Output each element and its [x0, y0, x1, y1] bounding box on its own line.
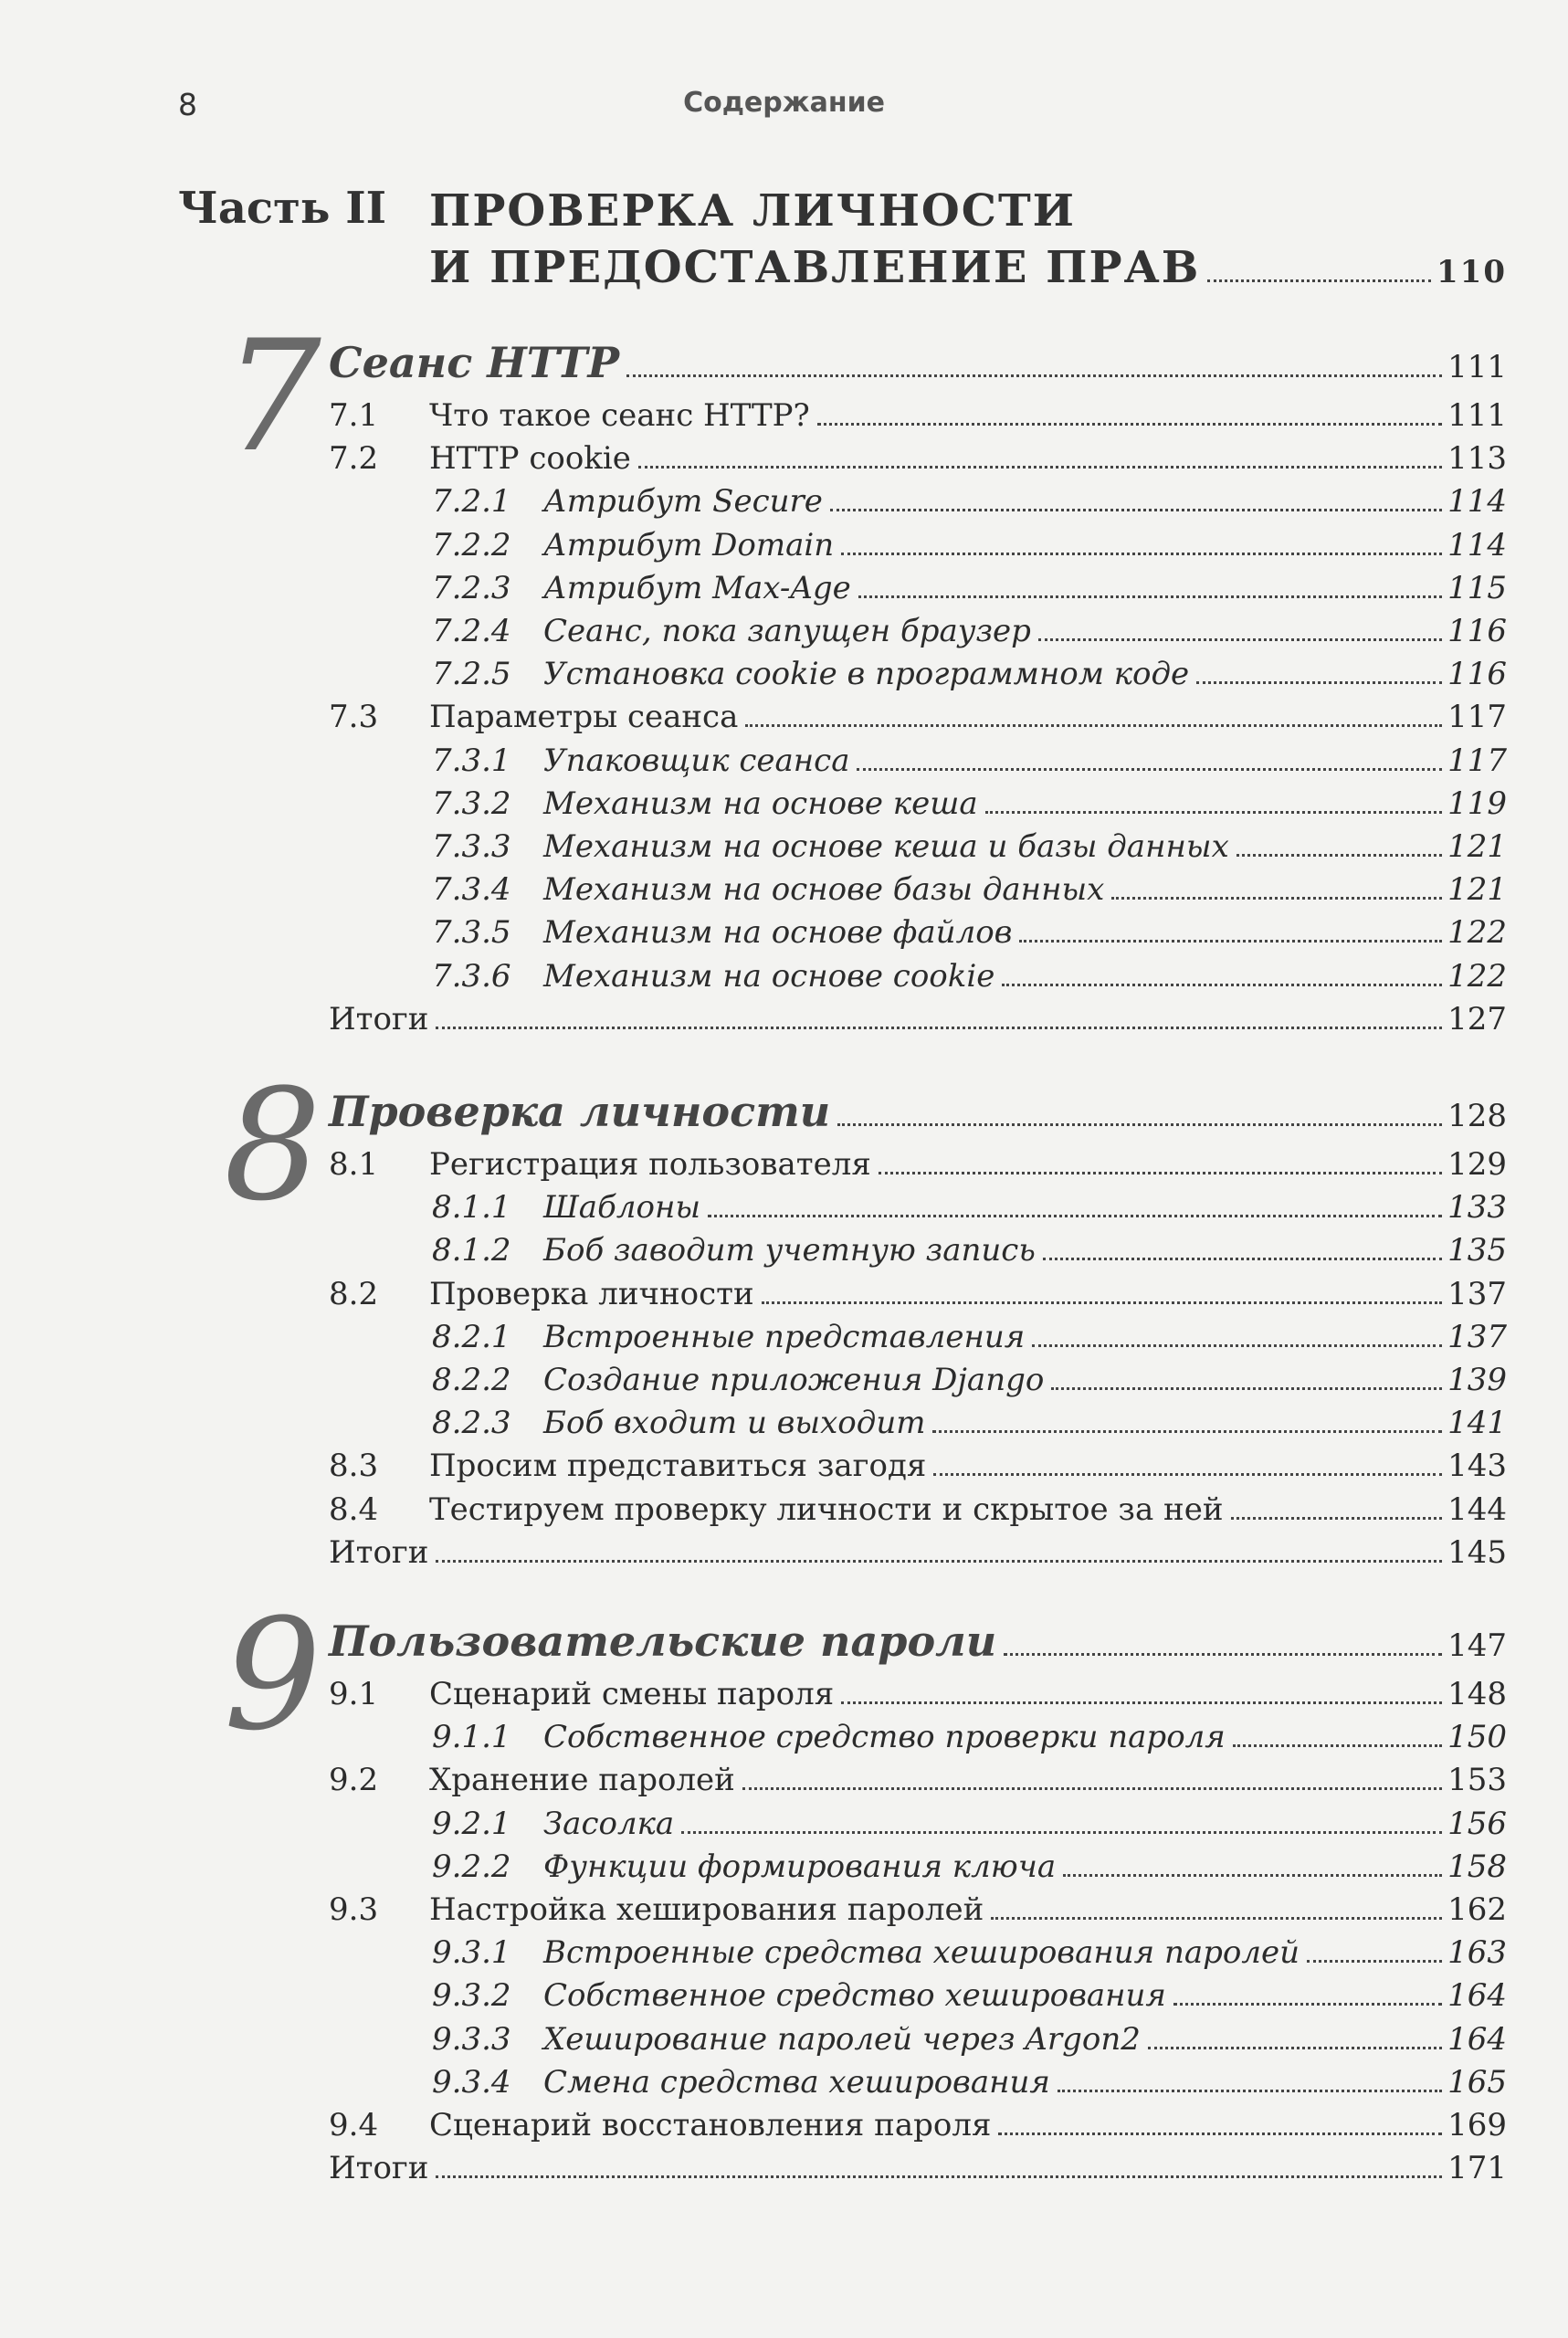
- entry-page: 127: [1447, 1000, 1507, 1037]
- entry-title: Создание приложения Django: [543, 1362, 1045, 1398]
- toc-subsection-entry[interactable]: [432, 653, 1507, 695]
- entry-number: 7.3: [329, 699, 379, 736]
- toc-subsection-entry[interactable]: [432, 1316, 1507, 1358]
- toc-subsection-entry[interactable]: [432, 1975, 1507, 2017]
- entry-title: Атрибут Domain: [543, 526, 835, 563]
- entry-number: 9.1: [329, 1676, 379, 1712]
- entry-page: 156: [1447, 1805, 1507, 1842]
- entry-page: 121: [1447, 871, 1507, 909]
- entry-page: 164: [1447, 2020, 1507, 2058]
- entry-number: 8.1.2: [432, 1232, 511, 1269]
- toc-subsection-entry[interactable]: [432, 826, 1507, 868]
- entry-page: 141: [1447, 1405, 1507, 1442]
- dot-leader: [1019, 940, 1442, 943]
- toc-subsection-entry[interactable]: [432, 1229, 1507, 1271]
- dot-leader: [1233, 1744, 1442, 1747]
- entry-title: Сценарий смены пароля: [429, 1676, 835, 1712]
- entry-title: Итоги: [329, 1533, 429, 1571]
- dot-leader: [817, 423, 1442, 426]
- entry-page: 122: [1447, 957, 1507, 995]
- chapter-number: 9: [224, 1585, 321, 1764]
- chapter-page: 128: [1447, 1098, 1507, 1134]
- page-number: 8: [178, 87, 197, 122]
- dot-leader: [985, 811, 1442, 814]
- entry-number: 8.2.2: [432, 1362, 511, 1398]
- chapter-page: 111: [1447, 349, 1507, 385]
- entry-title: Собственное средство проверки пароля: [543, 1719, 1226, 1756]
- entry-page: 115: [1447, 569, 1507, 606]
- entry-title: Проверка личности: [429, 1275, 754, 1312]
- entry-page: 150: [1447, 1719, 1507, 1756]
- entry-title: Хранение паролей: [429, 1762, 735, 1799]
- toc-subsection-entry[interactable]: [432, 1716, 1507, 1758]
- dot-leader: [933, 1473, 1442, 1476]
- entry-title: Параметры сеанса: [429, 699, 739, 736]
- entry-number: 9.4: [329, 2107, 379, 2143]
- chapter-title: Проверка личности: [329, 1087, 831, 1136]
- entry-title: Хеширование паролей через Argon2: [543, 2020, 1141, 2058]
- toc-section-entry[interactable]: [329, 1445, 1507, 1487]
- entry-title: Встроенные представления: [543, 1318, 1026, 1355]
- toc-subsection-entry[interactable]: [432, 911, 1507, 953]
- entry-number: 7.2.2: [432, 526, 511, 563]
- entry-page: 169: [1447, 2107, 1507, 2143]
- entry-title: Просим представиться загодя: [429, 1448, 927, 1485]
- entry-title: Смена средства хеширования: [543, 2063, 1050, 2101]
- entry-page: 114: [1447, 483, 1507, 521]
- entry-page: 171: [1447, 2150, 1507, 2187]
- dot-leader: [1237, 854, 1442, 857]
- entry-page: 117: [1447, 742, 1507, 779]
- entry-number: 7.3.6: [432, 957, 511, 995]
- toc-subsection-entry[interactable]: [432, 2061, 1507, 2103]
- toc-subsection-entry[interactable]: [432, 2018, 1507, 2060]
- entry-number: 7.3.4: [432, 871, 511, 909]
- toc-subsection-entry[interactable]: [432, 567, 1507, 609]
- dot-leader: [436, 1560, 1442, 1563]
- entry-title: Функции формирования ключа: [543, 1848, 1057, 1885]
- entry-number: 8.3: [329, 1448, 379, 1485]
- dot-leader: [1173, 2003, 1442, 2006]
- dot-leader: [708, 1215, 1442, 1217]
- toc-section-entry[interactable]: [329, 1489, 1507, 1531]
- entry-page: 111: [1447, 397, 1507, 434]
- dot-leader: [1004, 1653, 1442, 1656]
- toc-subsection-entry[interactable]: [432, 1402, 1507, 1444]
- toc-section-entry[interactable]: [329, 1273, 1507, 1315]
- toc-subsection-entry[interactable]: [432, 524, 1507, 566]
- entry-page: 148: [1447, 1676, 1507, 1712]
- entry-title: Сеанс, пока запущен браузер: [543, 613, 1031, 649]
- toc-section-entry[interactable]: [329, 1759, 1507, 1801]
- entry-number: 8.2.1: [432, 1318, 511, 1355]
- dot-leader: [436, 1027, 1442, 1029]
- toc-subsection-entry[interactable]: [432, 1932, 1507, 1974]
- entry-title: Засолка: [543, 1805, 675, 1842]
- part-title-line2: И ПРЕДОСТАВЛЕНИЕ ПРАВ: [429, 242, 1201, 293]
- entry-number: 8.1.1: [432, 1189, 511, 1227]
- entry-page: 165: [1447, 2063, 1507, 2101]
- toc-subsection-entry[interactable]: [432, 1359, 1507, 1401]
- toc-section-entry[interactable]: [329, 2104, 1507, 2146]
- entry-number: 8.1: [329, 1146, 379, 1183]
- running-title: Содержание: [683, 87, 885, 119]
- page-header: [0, 87, 1568, 137]
- toc-section-entry[interactable]: [329, 1532, 1507, 1574]
- entry-number: 9.3: [329, 1891, 379, 1928]
- toc-subsection-entry[interactable]: [432, 1846, 1507, 1888]
- toc-section-entry[interactable]: [329, 1673, 1507, 1715]
- toc-subsection-entry[interactable]: [432, 955, 1507, 997]
- entry-page: 139: [1447, 1362, 1507, 1398]
- dot-leader: [932, 1430, 1442, 1433]
- entry-title: Атрибут Max-Age: [543, 569, 851, 606]
- dot-leader: [1038, 638, 1442, 641]
- dot-leader: [1148, 2047, 1442, 2049]
- dot-leader: [1207, 279, 1431, 282]
- entry-number: 7.2.4: [432, 613, 511, 649]
- dot-leader: [1231, 1517, 1443, 1520]
- entry-title: Регистрация пользователя: [429, 1146, 871, 1183]
- dot-leader: [681, 1831, 1442, 1834]
- entry-page: 117: [1447, 699, 1507, 736]
- entry-title: Итоги: [329, 1000, 429, 1037]
- entry-title: Итоги: [329, 2150, 429, 2187]
- toc-section-entry[interactable]: [329, 998, 1507, 1040]
- toc-subsection-entry[interactable]: [432, 740, 1507, 782]
- entry-number: 8.2.3: [432, 1405, 511, 1442]
- dot-leader: [1058, 2090, 1442, 2092]
- entry-title: Механизм на основе кеша и базы данных: [543, 828, 1229, 865]
- toc-section-entry[interactable]: [329, 696, 1507, 738]
- entry-title: Упаковщик сеанса: [543, 742, 850, 779]
- dot-leader: [742, 1787, 1442, 1790]
- entry-page: 153: [1447, 1762, 1507, 1799]
- toc-section-entry[interactable]: [329, 1143, 1507, 1185]
- entry-number: 9.1.1: [432, 1719, 511, 1756]
- entry-number: 9.3.3: [432, 2020, 511, 2058]
- part-title: [429, 183, 1507, 300]
- dot-leader: [879, 1172, 1442, 1174]
- chapter-number: 8: [224, 1056, 321, 1235]
- entry-title: Механизм на основе файлов: [543, 914, 1013, 952]
- dot-leader: [638, 466, 1442, 469]
- entry-number: 9.2.2: [432, 1848, 511, 1885]
- entry-page: 116: [1447, 656, 1507, 693]
- chapter-title-row[interactable]: [329, 1617, 1507, 1666]
- entry-page: 163: [1447, 1934, 1507, 1972]
- toc-subsection-entry[interactable]: [432, 783, 1507, 825]
- entry-title: Настройка хеширования паролей: [429, 1891, 984, 1928]
- toc-subsection-entry[interactable]: [432, 1186, 1507, 1228]
- chapter-title: Пользовательские пароли: [329, 1617, 997, 1666]
- entry-number: 7.2.5: [432, 656, 511, 693]
- dot-leader: [1002, 984, 1442, 986]
- entry-title: Механизм на основе базы данных: [543, 871, 1105, 909]
- entry-page: 143: [1447, 1448, 1507, 1485]
- entry-number: 8.2: [329, 1275, 379, 1312]
- entry-number: 7.3.3: [432, 828, 511, 865]
- dot-leader: [1051, 1387, 1442, 1390]
- dot-leader: [857, 768, 1442, 771]
- entry-page: 144: [1447, 1490, 1507, 1528]
- entry-number: 9.3.2: [432, 1977, 511, 2015]
- entry-page: 137: [1447, 1318, 1507, 1355]
- dot-leader: [626, 374, 1442, 377]
- toc-section-entry[interactable]: [329, 2147, 1507, 2189]
- entry-title: Боб входит и выходит: [543, 1405, 926, 1442]
- entry-number: 9.2.1: [432, 1805, 511, 1842]
- dot-leader: [1111, 897, 1442, 900]
- entry-page: 119: [1447, 785, 1507, 822]
- dot-leader: [830, 509, 1442, 511]
- chapter-title-row[interactable]: [329, 338, 1507, 387]
- dot-leader: [991, 1917, 1442, 1920]
- chapter-number: 7: [224, 307, 321, 486]
- entry-number: 7.2.1: [432, 483, 511, 521]
- entry-page: 133: [1447, 1189, 1507, 1227]
- entry-page: 137: [1447, 1275, 1507, 1312]
- dot-leader: [1307, 1960, 1442, 1963]
- entry-page: 116: [1447, 613, 1507, 649]
- toc-subsection-entry[interactable]: [432, 480, 1507, 522]
- dot-leader: [1196, 681, 1442, 684]
- entry-title: Боб заводит учетную запись: [543, 1232, 1036, 1269]
- entry-title: Встроенные средства хеширования паролей: [543, 1934, 1300, 1972]
- entry-number: 8.4: [329, 1490, 379, 1528]
- entry-title: Тестируем проверку личности и скрытое за ней: [429, 1490, 1224, 1528]
- entry-page: 122: [1447, 914, 1507, 952]
- toc-section-entry[interactable]: [329, 437, 1507, 479]
- entry-number: 7.3.2: [432, 785, 511, 822]
- toc-section-entry[interactable]: [329, 1889, 1507, 1931]
- entry-page: 162: [1447, 1891, 1507, 1928]
- entry-page: 113: [1447, 440, 1507, 478]
- entry-title: Что такое сеанс HTTP?: [429, 397, 810, 434]
- entry-page: 129: [1447, 1146, 1507, 1183]
- dot-leader: [858, 595, 1442, 598]
- part-title-line1: ПРОВЕРКА ЛИЧНОСТИ: [429, 185, 1077, 237]
- toc-subsection-entry[interactable]: [432, 610, 1507, 652]
- entry-number: 7.3.5: [432, 914, 511, 952]
- toc-section-entry[interactable]: [329, 395, 1507, 437]
- entry-page: 135: [1447, 1232, 1507, 1269]
- entry-title: Механизм на основе кеша: [543, 785, 978, 822]
- entry-number: 9.3.4: [432, 2063, 511, 2101]
- entry-number: 9.3.1: [432, 1934, 511, 1972]
- entry-title: Собственное средство хеширования: [543, 1977, 1166, 2015]
- entry-title: Механизм на основе cookie: [543, 957, 995, 995]
- entry-title: Сценарий восстановления пароля: [429, 2107, 992, 2143]
- dot-leader: [841, 1701, 1442, 1704]
- chapter-title-row[interactable]: [329, 1087, 1507, 1136]
- entry-page: 158: [1447, 1848, 1507, 1885]
- toc-subsection-entry[interactable]: [432, 1803, 1507, 1845]
- toc-subsection-entry[interactable]: [432, 869, 1507, 911]
- dot-leader: [1063, 1874, 1442, 1877]
- dot-leader: [1043, 1258, 1442, 1260]
- part-label: Часть II: [178, 183, 387, 234]
- part-page: 110: [1436, 254, 1507, 290]
- entry-title: Шаблоны: [543, 1189, 701, 1227]
- dot-leader: [762, 1301, 1442, 1304]
- dot-leader: [837, 1123, 1442, 1126]
- chapter-title: Сеанс HTTP: [329, 338, 620, 387]
- dot-leader: [841, 553, 1442, 555]
- dot-leader: [1032, 1344, 1442, 1347]
- dot-leader: [436, 2175, 1442, 2178]
- entry-page: 164: [1447, 1977, 1507, 2015]
- entry-title: Установка cookie в программном коде: [543, 656, 1190, 693]
- entry-number: 7.2.3: [432, 569, 511, 606]
- dot-leader: [745, 724, 1442, 727]
- entry-title: HTTP cookie: [429, 440, 631, 478]
- entry-page: 121: [1447, 828, 1507, 865]
- entry-number: 9.2: [329, 1762, 379, 1799]
- entry-title: Атрибут Secure: [543, 483, 823, 521]
- dot-leader: [998, 2133, 1442, 2135]
- entry-number: 7.2: [329, 440, 379, 478]
- chapter-page: 147: [1447, 1627, 1507, 1664]
- entry-page: 145: [1447, 1533, 1507, 1571]
- entry-page: 114: [1447, 526, 1507, 563]
- entry-number: 7.1: [329, 397, 379, 434]
- entry-number: 7.3.1: [432, 742, 511, 779]
